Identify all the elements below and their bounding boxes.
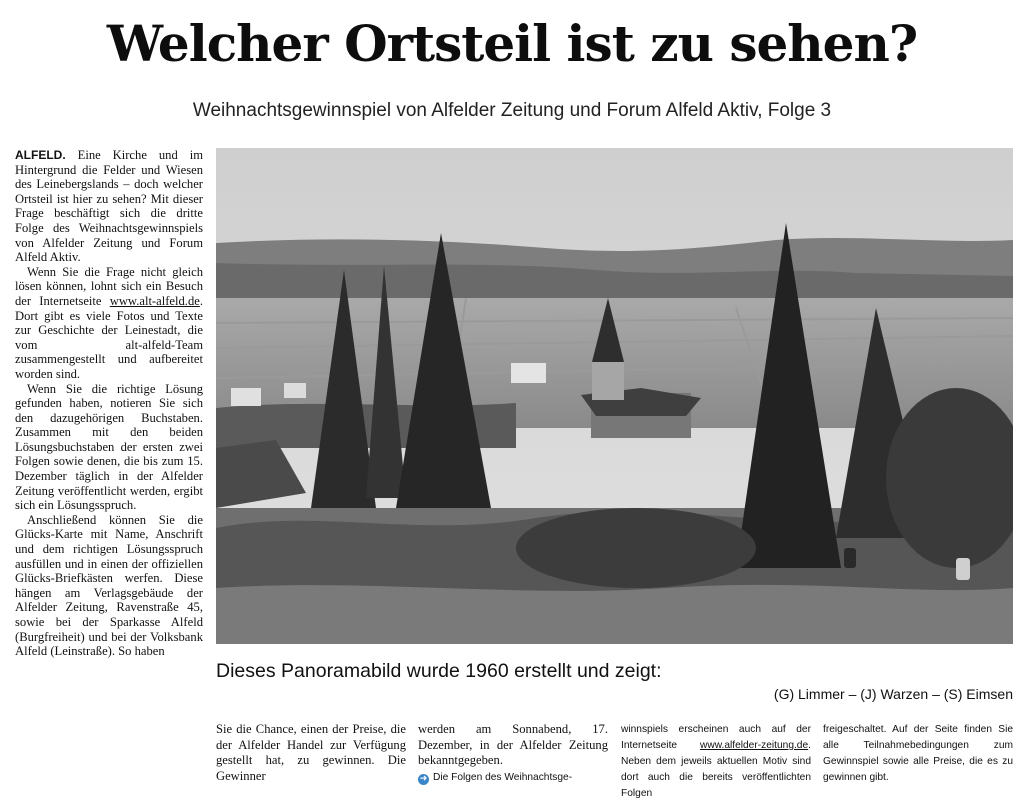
bottom-column-4: freigeschaltet. Auf der Seite finden Sie alle Teilnahmebedingungen zum Gewinnspiel sowie alle Preise, die es zu gewinnen gibt. [823, 724, 1013, 783]
dateline: ALFELD. [15, 148, 66, 162]
alt-alfeld-link[interactable]: www.alt-alfeld.de [109, 293, 200, 308]
bottom-column-1: Sie die Chance, einen der Preise, die der Alfelder Handel zur Verfügung gestellt hat, zu gewinnen. Die Gewinner [216, 722, 406, 783]
caption-title: Dieses Panoramabild wurde 1960 erstellt und zeigt: [216, 660, 662, 682]
panorama-photo [216, 148, 1013, 644]
headline: Welcher Ortsteil ist zu sehen? [106, 14, 918, 73]
bottom-column-2 [418, 722, 608, 802]
paragraph-1-text: Eine Kirche und im Hintergrund die Felder und Wiesen des Leinebergslands – doch welcher Ortsteil ist hier zu sehen? Mit dieser Frage beschäftigt sich die dritte Folge des Weihnachtsgewinnspiels von Alfelder Zeitung und Forum Alfeld Aktiv. [15, 148, 203, 265]
note-text: Die Folgen des Weihnachtsge- [433, 771, 573, 783]
paragraph-2-text-end: . Dort gibt es viele Fotos und Texte zur Geschichte der Leinestadt, die vom alt-alfeld-Team zusammengestellt und aufbereitet worden sind. [15, 293, 203, 381]
bottom-column-2-text: werden am Sonnabend, 17. Dezember, in der Alfelder Zeitung bekanntgegeben. [418, 722, 608, 767]
alfelder-zeitung-link[interactable]: www.alfelder-zeitung.de [699, 740, 809, 751]
paragraph-3: Wenn Sie die richtige Lösung gefunden haben, notieren Sie sich den dazugehörigen Buchstaben. Zusammen mit den beiden Lösungsbuchstaben der ersten zwei Folgen sowie denen, die bis zum 15. Dezember täglich in der Alfelder Zeitung veröffentlicht werden, ergibt sich ein Lösungsspruch. [15, 381, 203, 513]
answer-options: (G) Limmer – (J) Warzen – (S) Eimsen [773, 686, 1013, 702]
bottom-column-3-text: winnspiels erscheinen auch auf der Internetseite [621, 724, 811, 751]
paragraph-1 [15, 148, 203, 265]
arrow-right-icon: ➜ [419, 773, 428, 784]
paragraph-2-text: Wenn Sie die Frage nicht gleich lösen können, lohnt sich ein Besuch der Internetseite [15, 264, 203, 308]
subheadline: Weihnachtsgewinnspiel von Alfelder Zeitung und Forum Alfeld Aktiv, Folge 3 [192, 100, 832, 121]
bottom-column-3-text-end: . Neben dem jeweils aktuellen Motiv sind dort auch die bereits veröffentlichten Folgen [621, 740, 811, 799]
bottom-column-3 [621, 722, 811, 802]
paragraph-4: Anschließend können Sie die Glücks-Karte mit Name, Anschrift und dem richtigen Lösungsspruch ausfüllen und in einen der offiziellen Glücks-Briefkästen werfen. Diese hängen am Verlagsgebäude der Alfelder Zeitung, Ravenstraße 45, sowie bei der Sparkasse Alfeld (Burgfreiheit) und bei der Volksbank Alfeld (Leinstraße). So haben [15, 512, 203, 659]
article-left-column [15, 148, 203, 659]
bottom-column-2-note [418, 772, 572, 783]
paragraph-2 [15, 265, 203, 382]
